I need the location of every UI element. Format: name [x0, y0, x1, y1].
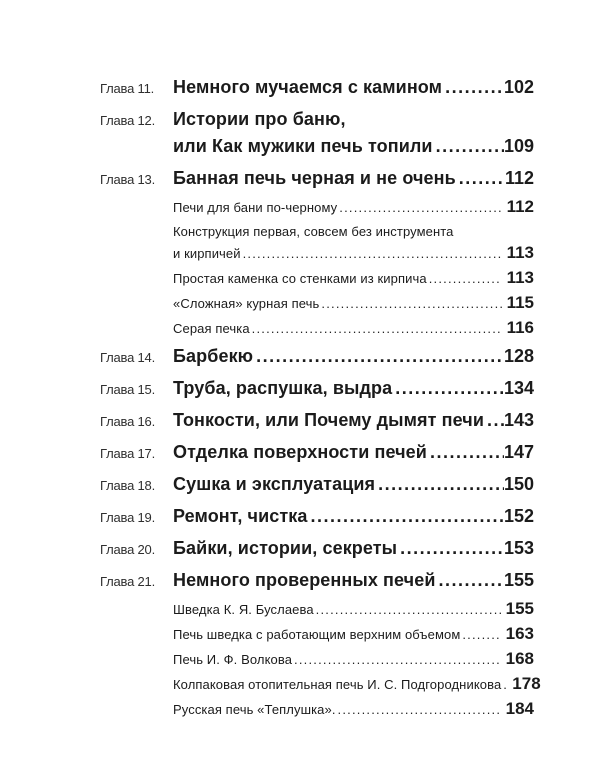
entry-title: Барбекю	[173, 346, 254, 366]
entry-title-line2: или Как мужики печь топили	[173, 136, 433, 156]
entry-title-line2: и кирпичей	[173, 246, 241, 261]
entry-title: Немного проверенных печей	[173, 570, 436, 590]
chapter-label: Глава 14.	[100, 350, 155, 365]
toc-entry-chapter-15	[100, 377, 534, 401]
chapter-label: Глава 16.	[100, 414, 155, 429]
page-number: 128	[503, 346, 534, 366]
leader-dots	[243, 246, 502, 262]
page-number: 152	[503, 506, 534, 526]
page-number: 112	[504, 168, 534, 188]
page-number: 163	[505, 624, 534, 643]
toc-subentry	[100, 295, 534, 312]
leader-dots	[378, 473, 504, 497]
leader-dots	[395, 377, 504, 401]
entry-title: Печь И. Ф. Волкова	[173, 652, 293, 667]
toc-entry-chapter-19	[100, 505, 534, 529]
page-number: 147	[503, 442, 534, 462]
leader-dots	[294, 652, 501, 668]
chapter-label: Глава 12.	[100, 113, 155, 128]
leader-dots	[311, 505, 504, 529]
entry-title: Байки, истории, секреты	[173, 538, 398, 558]
page-number: 113	[506, 243, 534, 262]
toc-subentry	[100, 320, 534, 337]
page-number: 115	[506, 293, 534, 312]
toc-entry-chapter-20	[100, 537, 534, 561]
toc-subentry	[100, 651, 534, 668]
chapter-label: Глава 13.	[100, 172, 155, 187]
leader-dots	[316, 602, 501, 618]
chapter-label: Глава 11.	[100, 81, 155, 96]
toc-subentry	[100, 199, 534, 216]
page-number: 178	[512, 674, 541, 693]
toc-entry-chapter-11	[100, 76, 534, 100]
leader-dots	[436, 135, 504, 159]
page-number: 153	[503, 538, 534, 558]
leader-dots	[462, 627, 500, 643]
page-number: 155	[505, 599, 534, 618]
leader-dots	[439, 569, 504, 593]
entry-title: Труба, распушка, выдра	[173, 378, 393, 398]
toc-subentry	[100, 626, 534, 643]
page-number: 168	[505, 649, 534, 668]
chapter-label: Глава 18.	[100, 478, 155, 493]
toc-subentry	[100, 601, 534, 618]
entry-title: Немного мучаемся с камином	[173, 77, 443, 97]
entry-title: Простая каменка со стенками из кирпича	[173, 271, 427, 286]
page-number: 134	[503, 378, 534, 398]
toc-entry-chapter-16	[100, 409, 534, 433]
entry-title-line1: Конструкция первая, совсем без инструмента	[173, 224, 454, 239]
page-number: 109	[503, 136, 534, 156]
chapter-label: Глава 17.	[100, 446, 155, 461]
leader-dots	[338, 702, 501, 718]
page-number: 113	[506, 268, 534, 287]
entry-title: Ремонт, чистка	[173, 506, 308, 526]
entry-title: Колпаковая отопительная печь И. С. Подгородникова	[173, 677, 502, 692]
toc-subentry	[100, 224, 534, 262]
leader-dots	[430, 441, 504, 465]
entry-title: Русская печь «Теплушка».	[173, 702, 336, 717]
entry-title: Печи для бани по-черному	[173, 200, 338, 215]
leader-dots	[400, 537, 504, 561]
toc-entry-chapter-18	[100, 473, 534, 497]
chapter-label: Глава 21.	[100, 574, 155, 589]
entry-title: Отделка поверхности печей	[173, 442, 427, 462]
entry-title: Серая печка	[173, 321, 250, 336]
leader-dots	[459, 167, 505, 191]
entry-title: Тонкости, или Почему дымят печи	[173, 410, 484, 430]
page-number: 116	[506, 318, 534, 337]
toc-entry-chapter-14	[100, 345, 534, 369]
leader-dots	[429, 271, 502, 287]
entry-title: «Сложная» курная печь	[173, 296, 320, 311]
leader-dots	[445, 76, 504, 100]
leader-dots	[503, 677, 507, 693]
entry-title: Шведка К. Я. Буслаева	[173, 602, 314, 617]
leader-dots	[487, 409, 504, 433]
leader-dots	[321, 296, 501, 312]
toc-entry-chapter-17	[100, 441, 534, 465]
entry-title-line1: Истории про баню,	[173, 109, 346, 129]
toc-entry-chapter-13	[100, 167, 534, 191]
chapter-label: Глава 19.	[100, 510, 155, 525]
leader-dots	[252, 321, 502, 337]
toc-entry-chapter-12	[100, 108, 534, 159]
page-number: 112	[506, 197, 534, 216]
page-number: 150	[503, 474, 534, 494]
page-number: 143	[503, 410, 534, 430]
entry-title: Сушка и эксплуатация	[173, 474, 376, 494]
toc-entry-chapter-21	[100, 569, 534, 593]
toc-subentry	[100, 674, 541, 693]
toc-subentry	[100, 270, 534, 287]
page-number: 184	[505, 699, 534, 718]
page-number: 155	[503, 570, 534, 590]
entry-title: Печь шведка с работающим верхним объемом	[173, 627, 461, 642]
leader-dots	[256, 345, 504, 369]
entry-title: Банная печь черная и не очень	[173, 168, 456, 188]
leader-dots	[339, 200, 501, 216]
chapter-label: Глава 20.	[100, 542, 155, 557]
toc-subentry	[100, 701, 534, 718]
page-number: 102	[503, 77, 534, 97]
chapter-label: Глава 15.	[100, 382, 155, 397]
